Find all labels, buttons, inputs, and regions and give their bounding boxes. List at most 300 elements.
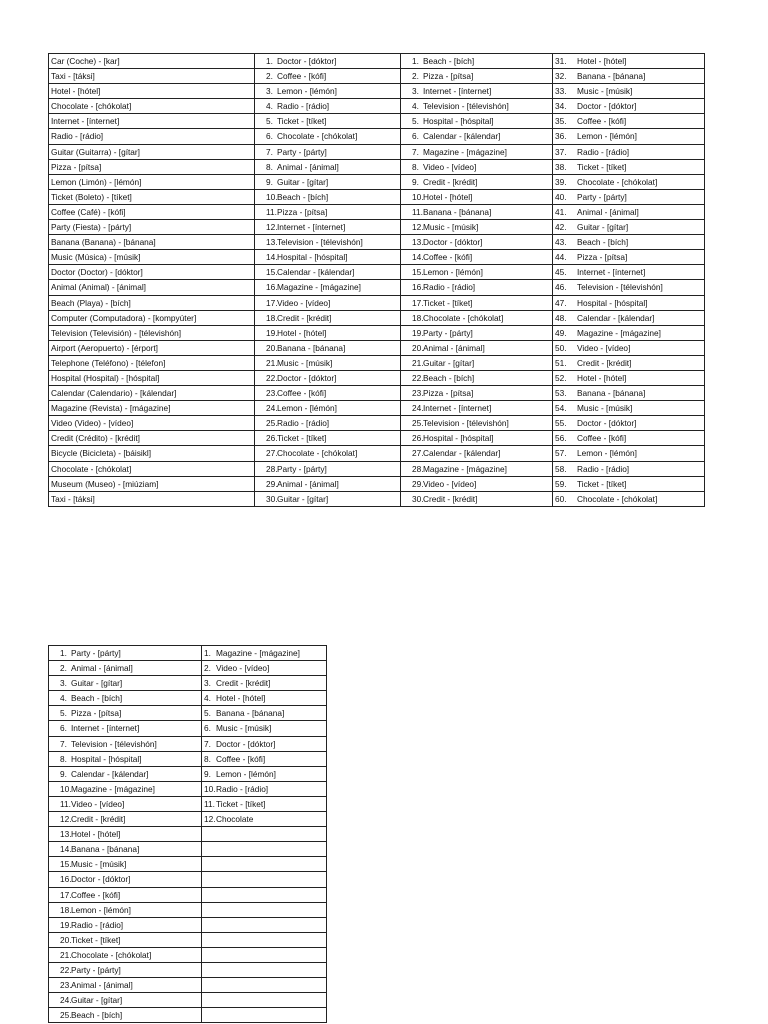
empty-cell bbox=[202, 857, 327, 872]
item-number: 42. bbox=[555, 222, 567, 233]
word-text: Pizza - [pítsa] bbox=[423, 71, 474, 82]
numbered-word-cell bbox=[49, 857, 202, 872]
item-number: 25. bbox=[266, 418, 278, 429]
word-text: Hospital - [hóspital] bbox=[423, 433, 494, 444]
item-number: 4. bbox=[204, 693, 211, 704]
numbered-word-cell bbox=[49, 1008, 202, 1023]
numbered-word-cell bbox=[553, 431, 705, 446]
item-number: 5. bbox=[204, 708, 211, 719]
numbered-word-cell bbox=[202, 721, 327, 736]
numbered-word-cell bbox=[553, 265, 705, 280]
word-cell bbox=[49, 491, 255, 506]
table-row bbox=[49, 766, 327, 781]
numbered-word-cell bbox=[553, 491, 705, 506]
table-row bbox=[49, 917, 327, 932]
item-number: 12. bbox=[204, 814, 216, 825]
item-number: 13. bbox=[60, 829, 72, 840]
item-number: 32. bbox=[555, 71, 567, 82]
word-text: Calendar - [kálendar] bbox=[423, 131, 501, 142]
table-row bbox=[49, 691, 327, 706]
word-text: Car (Coche) - [kar] bbox=[51, 56, 120, 66]
item-number: 3. bbox=[60, 678, 67, 689]
item-number: 16. bbox=[266, 282, 278, 293]
item-number: 16. bbox=[60, 874, 72, 885]
numbered-word-cell bbox=[553, 370, 705, 385]
item-number: 11. bbox=[412, 206, 423, 217]
word-text: Banana - [bánana] bbox=[423, 206, 492, 217]
table-row bbox=[49, 947, 327, 962]
numbered-word-cell bbox=[401, 220, 553, 235]
numbered-word-cell bbox=[401, 99, 553, 114]
word-text: Music (Música) - [músik] bbox=[51, 252, 141, 263]
item-number: 30. bbox=[266, 493, 278, 504]
table-row bbox=[49, 416, 705, 431]
word-cell bbox=[49, 265, 255, 280]
numbered-word-cell bbox=[553, 401, 705, 416]
word-cell bbox=[49, 204, 255, 219]
numbered-word-cell bbox=[202, 706, 327, 721]
word-text: Chocolate - [chókolat] bbox=[51, 101, 132, 112]
numbered-word-cell bbox=[553, 235, 705, 250]
word-text: Calendar (Calendario) - [kálendar] bbox=[51, 388, 177, 399]
numbered-word-cell bbox=[255, 431, 401, 446]
table-row bbox=[49, 872, 327, 887]
item-number: 18. bbox=[266, 312, 278, 323]
word-text: Party - [párty] bbox=[71, 964, 121, 975]
item-number: 18. bbox=[60, 904, 72, 915]
word-text: Animal - [ánimal] bbox=[71, 980, 133, 991]
numbered-word-cell bbox=[49, 917, 202, 932]
table-row bbox=[49, 796, 327, 811]
word-text: Hospital - [hóspital] bbox=[577, 297, 648, 308]
table-row bbox=[49, 446, 705, 461]
word-text: Ticket - [tíket] bbox=[277, 433, 327, 444]
numbered-word-cell bbox=[553, 159, 705, 174]
word-text: Guitar - [gítar] bbox=[423, 357, 475, 368]
numbered-word-cell bbox=[553, 84, 705, 99]
item-number: 39. bbox=[555, 176, 567, 187]
word-cell bbox=[49, 431, 255, 446]
numbered-word-cell bbox=[553, 325, 705, 340]
word-cell bbox=[49, 355, 255, 370]
table-row bbox=[49, 706, 327, 721]
word-text: Music - [músik] bbox=[216, 723, 272, 734]
item-number: 15. bbox=[266, 267, 278, 278]
numbered-word-cell bbox=[202, 766, 327, 781]
numbered-word-cell bbox=[553, 340, 705, 355]
word-text: Hospital (Hospital) - [hóspital] bbox=[51, 372, 160, 383]
item-number: 24. bbox=[60, 995, 72, 1006]
item-number: 29. bbox=[266, 478, 278, 489]
word-text: Taxi - [táksi] bbox=[51, 71, 95, 82]
word-text: Radio - [rádio] bbox=[71, 919, 124, 930]
word-text: Credit - [krédit] bbox=[216, 678, 271, 689]
numbered-word-cell bbox=[49, 872, 202, 887]
word-text: Ticket - [tíket] bbox=[71, 934, 121, 945]
word-text: Music - [músik] bbox=[423, 222, 479, 233]
word-text: Animal - [ánimal] bbox=[423, 342, 485, 353]
table-row bbox=[49, 114, 705, 129]
item-number: 22. bbox=[412, 372, 424, 383]
item-number: 4. bbox=[412, 101, 419, 112]
item-number: 51. bbox=[555, 357, 567, 368]
numbered-word-cell bbox=[553, 99, 705, 114]
item-number: 40. bbox=[555, 191, 567, 202]
table-row bbox=[49, 295, 705, 310]
item-number: 17. bbox=[412, 297, 424, 308]
numbered-word-cell bbox=[401, 325, 553, 340]
word-text: Beach - [bích] bbox=[71, 693, 123, 704]
numbered-word-cell bbox=[255, 295, 401, 310]
word-text: Animal - [ánimal] bbox=[277, 161, 339, 172]
word-text: Coffee - [kófi] bbox=[277, 71, 327, 82]
item-number: 28. bbox=[266, 463, 278, 474]
word-text: Hotel - [hótel] bbox=[51, 86, 101, 97]
numbered-word-cell bbox=[401, 401, 553, 416]
word-text: Party - [párty] bbox=[423, 327, 473, 338]
item-number: 5. bbox=[266, 116, 273, 127]
word-text: Beach - [bích] bbox=[577, 237, 629, 248]
numbered-word-cell bbox=[49, 842, 202, 857]
item-number: 17. bbox=[266, 297, 278, 308]
item-number: 25. bbox=[60, 1010, 72, 1021]
item-number: 26. bbox=[412, 433, 424, 444]
word-text: Animal - [ánimal] bbox=[71, 663, 133, 674]
numbered-word-cell bbox=[401, 355, 553, 370]
item-number: 7. bbox=[266, 146, 273, 157]
numbered-word-cell bbox=[553, 476, 705, 491]
item-number: 3. bbox=[204, 678, 211, 689]
item-number: 53. bbox=[555, 388, 567, 399]
word-text: Video - [vídeo] bbox=[216, 663, 270, 674]
item-number: 37. bbox=[555, 146, 567, 157]
item-number: 2. bbox=[60, 663, 67, 674]
numbered-word-cell bbox=[49, 661, 202, 676]
item-number: 46. bbox=[555, 282, 567, 293]
item-number: 23. bbox=[266, 388, 278, 399]
empty-cell bbox=[202, 993, 327, 1008]
numbered-word-cell bbox=[255, 99, 401, 114]
word-text: Doctor (Doctor) - [dóktor] bbox=[51, 267, 143, 278]
word-text: Calendar - [kálendar] bbox=[423, 448, 501, 459]
word-text: Hotel - [hótel] bbox=[277, 327, 327, 338]
word-text: Magazine - [mágazine] bbox=[71, 783, 155, 794]
item-number: 9. bbox=[204, 768, 211, 779]
item-number: 60. bbox=[555, 493, 567, 504]
item-number: 29. bbox=[412, 478, 424, 489]
numbered-word-cell bbox=[202, 661, 327, 676]
numbered-word-cell bbox=[255, 114, 401, 129]
word-text: Pizza - [pítsa] bbox=[51, 161, 102, 172]
numbered-word-cell bbox=[401, 204, 553, 219]
numbered-word-cell bbox=[553, 54, 705, 69]
item-number: 4. bbox=[266, 101, 273, 112]
word-text: Lemon - [lémón] bbox=[216, 768, 276, 779]
item-number: 2. bbox=[266, 71, 273, 82]
item-number: 3. bbox=[412, 86, 419, 97]
item-number: 34. bbox=[555, 101, 567, 112]
table-row bbox=[49, 250, 705, 265]
word-cell bbox=[49, 69, 255, 84]
item-number: 35. bbox=[555, 116, 567, 127]
table-row bbox=[49, 902, 327, 917]
numbered-word-cell bbox=[401, 114, 553, 129]
numbered-word-cell bbox=[255, 54, 401, 69]
numbered-word-cell bbox=[49, 962, 202, 977]
numbered-word-cell bbox=[49, 646, 202, 661]
numbered-word-cell bbox=[255, 416, 401, 431]
table-row bbox=[49, 144, 705, 159]
word-text: Magazine - [mágazine] bbox=[423, 463, 507, 474]
word-text: Coffee - [kófi] bbox=[423, 252, 473, 263]
word-text: Television (Televisión) - [télevishón] bbox=[51, 327, 182, 338]
numbered-word-cell bbox=[202, 796, 327, 811]
word-text: Lemon - [lémón] bbox=[577, 448, 637, 459]
item-number: 5. bbox=[60, 708, 67, 719]
item-number: 5. bbox=[412, 116, 419, 127]
numbered-word-cell bbox=[202, 781, 327, 796]
table-row bbox=[49, 280, 705, 295]
numbered-word-cell bbox=[401, 491, 553, 506]
word-text: Hotel - [hótel] bbox=[71, 829, 121, 840]
word-text: Magazine - [mágazine] bbox=[216, 648, 300, 658]
numbered-word-cell bbox=[553, 355, 705, 370]
word-text: Bicycle (Bicicleta) - [báisikl] bbox=[51, 448, 152, 459]
word-text: Guitar (Guitarra) - [gítar] bbox=[51, 146, 140, 157]
numbered-word-cell bbox=[255, 144, 401, 159]
word-text: Credit - [krédit] bbox=[277, 312, 332, 323]
word-text: Video - [vídeo] bbox=[277, 297, 331, 308]
word-text: Ticket - [tíket] bbox=[577, 478, 627, 489]
table-row bbox=[49, 1008, 327, 1023]
numbered-word-cell bbox=[49, 691, 202, 706]
word-text: Ticket - [tíket] bbox=[277, 116, 327, 127]
numbered-word-cell bbox=[202, 751, 327, 766]
empty-cell bbox=[202, 827, 327, 842]
word-text: Animal - [ánimal] bbox=[577, 206, 639, 217]
item-number: 2. bbox=[204, 663, 211, 674]
table-row bbox=[49, 932, 327, 947]
word-text: Internet - [ínternet] bbox=[51, 116, 120, 127]
numbered-word-cell bbox=[401, 295, 553, 310]
numbered-word-cell bbox=[202, 812, 327, 827]
word-text: Lemon - [lémón] bbox=[71, 904, 131, 915]
numbered-word-cell bbox=[49, 766, 202, 781]
item-number: 4. bbox=[60, 693, 67, 704]
word-text: Guitar - [gítar] bbox=[71, 995, 123, 1006]
word-text: Ticket - [tíket] bbox=[423, 297, 473, 308]
numbered-word-cell bbox=[255, 386, 401, 401]
numbered-word-cell bbox=[202, 736, 327, 751]
word-text: Party - [párty] bbox=[577, 191, 627, 202]
item-number: 10. bbox=[412, 191, 424, 202]
item-number: 24. bbox=[412, 403, 424, 414]
word-text: Radio - [rádio] bbox=[277, 418, 330, 429]
item-number: 16. bbox=[412, 282, 424, 293]
numbered-word-cell bbox=[49, 993, 202, 1008]
item-number: 6. bbox=[412, 131, 419, 142]
item-number: 12. bbox=[60, 814, 72, 825]
word-text: Animal - [ánimal] bbox=[277, 478, 339, 489]
word-text: Pizza - [pítsa] bbox=[423, 388, 474, 399]
word-cell bbox=[49, 129, 255, 144]
item-number: 10. bbox=[204, 783, 216, 794]
table-row bbox=[49, 993, 327, 1008]
word-text: Telephone (Teléfono) - [télefon] bbox=[51, 357, 166, 368]
word-text: Guitar - [gítar] bbox=[277, 176, 329, 187]
empty-cell bbox=[202, 1008, 327, 1023]
item-number: 38. bbox=[555, 161, 567, 172]
word-cell bbox=[49, 476, 255, 491]
table-row bbox=[49, 827, 327, 842]
word-text: Radio - [rádio] bbox=[423, 282, 476, 293]
item-number: 23. bbox=[60, 980, 72, 991]
item-number: 11. bbox=[266, 206, 277, 217]
word-text: Hotel - [hótel] bbox=[577, 372, 627, 383]
word-cell bbox=[49, 235, 255, 250]
item-number: 17. bbox=[60, 889, 72, 900]
numbered-word-cell bbox=[553, 280, 705, 295]
word-cell bbox=[49, 446, 255, 461]
word-cell bbox=[49, 159, 255, 174]
word-text: Doctor - [dóktor] bbox=[277, 56, 337, 66]
numbered-word-cell bbox=[255, 189, 401, 204]
numbered-word-cell bbox=[401, 174, 553, 189]
empty-cell bbox=[202, 962, 327, 977]
word-text: Video - [vídeo] bbox=[577, 342, 631, 353]
word-text: Credit - [krédit] bbox=[423, 493, 478, 504]
word-text: Chocolate - [chókolat] bbox=[577, 176, 658, 187]
item-number: 12. bbox=[266, 222, 278, 233]
numbered-word-cell bbox=[49, 676, 202, 691]
numbered-word-cell bbox=[255, 310, 401, 325]
word-text: Airport (Aeropuerto) - [érport] bbox=[51, 342, 158, 353]
word-text: Guitar - [gítar] bbox=[577, 222, 629, 233]
empty-cell bbox=[202, 932, 327, 947]
item-number: 18. bbox=[412, 312, 424, 323]
word-text: Ticket (Boleto) - [tíket] bbox=[51, 191, 132, 202]
item-number: 14. bbox=[60, 844, 72, 855]
table-row bbox=[49, 736, 327, 751]
word-text: Coffee - [kófi] bbox=[216, 753, 266, 764]
word-text: Calendar - [kálendar] bbox=[277, 267, 355, 278]
numbered-word-cell bbox=[255, 174, 401, 189]
numbered-word-cell bbox=[553, 386, 705, 401]
word-text: Magazine (Revista) - [mágazine] bbox=[51, 403, 171, 414]
word-text: Chocolate - [chókolat] bbox=[423, 312, 504, 323]
word-text: Doctor - [dóktor] bbox=[577, 101, 637, 112]
item-number: 15. bbox=[60, 859, 72, 870]
word-text: Banana - [bánana] bbox=[577, 388, 646, 399]
item-number: 12. bbox=[412, 222, 424, 233]
numbered-word-cell bbox=[553, 204, 705, 219]
item-number: 2. bbox=[412, 71, 419, 82]
empty-cell bbox=[202, 917, 327, 932]
numbered-word-cell bbox=[553, 174, 705, 189]
item-number: 52. bbox=[555, 372, 567, 383]
word-text: Television - [télevishón] bbox=[577, 282, 663, 293]
table-row bbox=[49, 174, 705, 189]
numbered-word-cell bbox=[401, 280, 553, 295]
word-text: Lemon - [lémón] bbox=[277, 86, 337, 97]
word-text: Chocolate - [chókolat] bbox=[71, 949, 152, 960]
word-text: Coffee - [kófi] bbox=[577, 116, 627, 127]
item-number: 27. bbox=[412, 448, 424, 459]
item-number: 14. bbox=[266, 252, 278, 263]
item-number: 13. bbox=[266, 237, 278, 248]
numbered-word-cell bbox=[401, 310, 553, 325]
empty-cell bbox=[202, 872, 327, 887]
item-number: 44. bbox=[555, 252, 567, 263]
item-number: 31. bbox=[555, 56, 567, 66]
numbered-word-cell bbox=[255, 69, 401, 84]
item-number: 6. bbox=[266, 131, 273, 142]
word-text: Banana - [bánana] bbox=[71, 844, 140, 855]
numbered-word-cell bbox=[255, 220, 401, 235]
numbered-word-cell bbox=[255, 204, 401, 219]
word-text: Hospital - [hóspital] bbox=[277, 252, 348, 263]
word-text: Internet - [ínternet] bbox=[423, 86, 492, 97]
numbered-word-cell bbox=[49, 706, 202, 721]
word-text: Lemon - [lémón] bbox=[577, 131, 637, 142]
numbered-word-cell bbox=[401, 69, 553, 84]
word-text: Hotel - [hótel] bbox=[216, 693, 266, 704]
word-text: Internet - [ínternet] bbox=[277, 222, 346, 233]
numbered-word-cell bbox=[49, 781, 202, 796]
numbered-word-cell bbox=[255, 325, 401, 340]
word-text: Doctor - [dóktor] bbox=[577, 418, 637, 429]
table-row bbox=[49, 220, 705, 235]
item-number: 1. bbox=[204, 648, 211, 658]
word-text: Hotel - [hótel] bbox=[577, 56, 627, 66]
numbered-word-cell bbox=[255, 340, 401, 355]
numbered-word-cell bbox=[401, 144, 553, 159]
word-cell bbox=[49, 401, 255, 416]
word-text: Guitar - [gítar] bbox=[71, 678, 123, 689]
numbered-word-cell bbox=[553, 310, 705, 325]
word-text: Credit - [krédit] bbox=[577, 357, 632, 368]
numbered-word-cell bbox=[553, 250, 705, 265]
numbered-word-cell bbox=[401, 265, 553, 280]
item-number: 49. bbox=[555, 327, 567, 338]
numbered-word-cell bbox=[49, 796, 202, 811]
word-text: Museum (Museo) - [miúziam] bbox=[51, 478, 159, 489]
item-number: 54. bbox=[555, 403, 567, 414]
word-text: Animal (Animal) - [ánimal] bbox=[51, 282, 146, 293]
word-cell bbox=[49, 325, 255, 340]
table-row bbox=[49, 721, 327, 736]
vocabulary-table-bottom-body bbox=[49, 646, 327, 1023]
word-text: Beach - [bích] bbox=[277, 191, 329, 202]
numbered-word-cell bbox=[49, 812, 202, 827]
numbered-word-cell bbox=[255, 355, 401, 370]
numbered-word-cell bbox=[202, 691, 327, 706]
word-text: Video - [vídeo] bbox=[423, 161, 477, 172]
table-row bbox=[49, 812, 327, 827]
numbered-word-cell bbox=[401, 129, 553, 144]
item-number: 7. bbox=[60, 738, 67, 749]
numbered-word-cell bbox=[553, 114, 705, 129]
table-row bbox=[49, 99, 705, 114]
item-number: 20. bbox=[266, 342, 278, 353]
word-text: Party (Fiesta) - [párty] bbox=[51, 222, 132, 233]
item-number: 33. bbox=[555, 86, 567, 97]
item-number: 22. bbox=[266, 372, 278, 383]
word-text: Credit (Crédito) - [krédit] bbox=[51, 433, 140, 444]
numbered-word-cell bbox=[255, 235, 401, 250]
item-number: 7. bbox=[204, 738, 211, 749]
numbered-word-cell bbox=[255, 84, 401, 99]
